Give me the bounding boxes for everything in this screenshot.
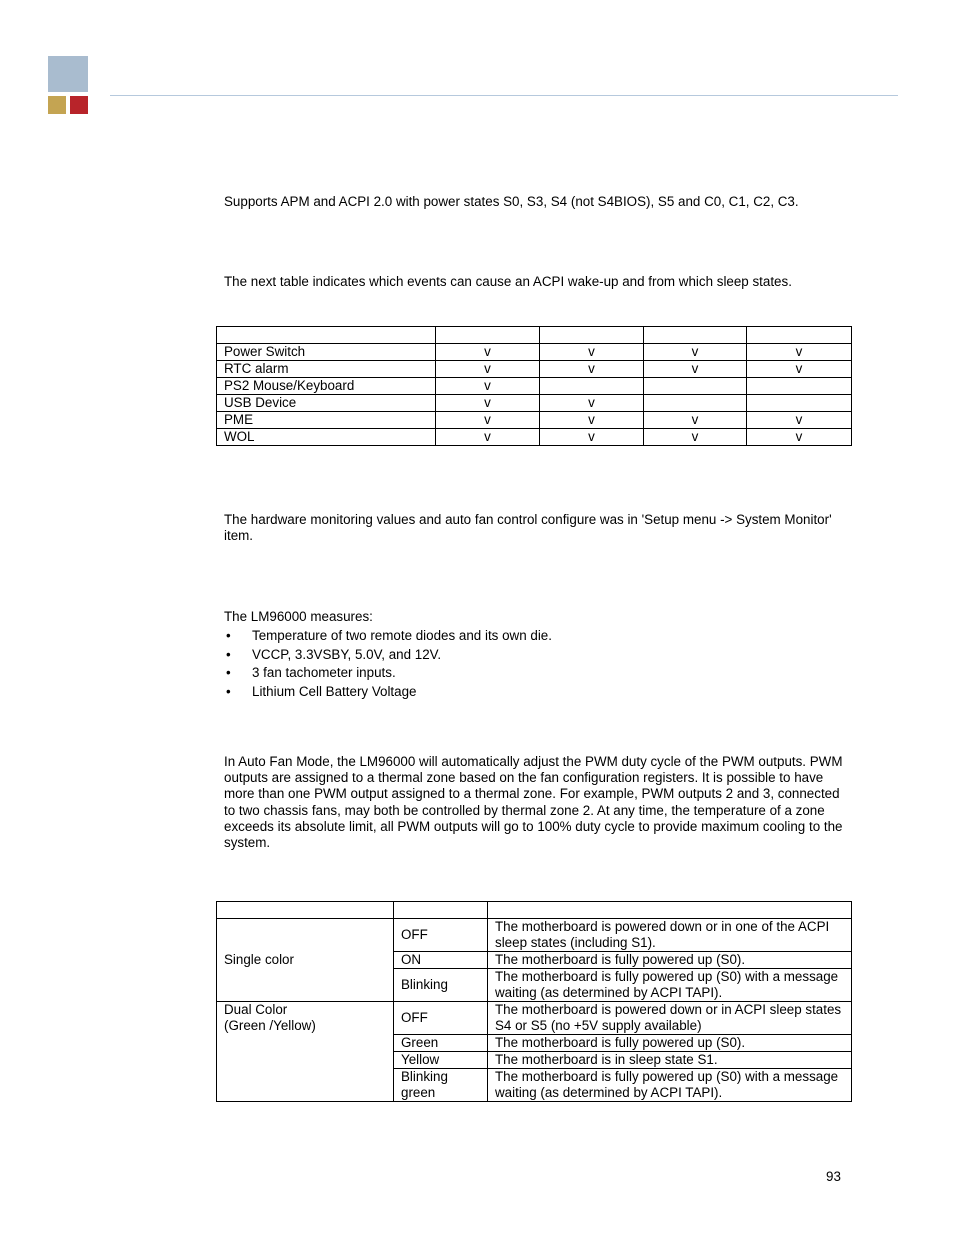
event-cell: Power Switch <box>217 344 436 361</box>
led-states-table <box>216 901 852 1102</box>
led-desc-cell: The motherboard is fully powered up (S0). <box>488 1035 852 1052</box>
state-cell: v <box>747 412 852 429</box>
led-desc-cell: The motherboard is powered down or in ACPI sleep states S4 or S5 (no +5V supply available) <box>488 1002 852 1035</box>
table-row <box>217 429 852 446</box>
hwmon-text: The hardware monitoring values and auto fan control configure was in 'Setup menu -> System Monitor' item. <box>224 512 832 544</box>
header-cell <box>540 327 644 344</box>
state-cell: v <box>540 361 644 378</box>
state-cell: v <box>540 395 644 412</box>
lm96000-intro: The LM96000 measures: <box>224 609 373 624</box>
state-cell <box>747 395 852 412</box>
page-number: 93 <box>826 1169 841 1184</box>
table-row <box>217 361 852 378</box>
led-state-cell: ON <box>394 952 488 969</box>
table-row <box>217 1002 852 1035</box>
table-row <box>217 412 852 429</box>
led-desc-cell: The motherboard is fully powered up (S0) with a message waiting (as determined by ACPI TAPI). <box>488 969 852 1002</box>
state-cell: v <box>436 344 540 361</box>
header-rule <box>110 95 898 96</box>
power-states-text: Supports APM and ACPI 2.0 with power states S0, S3, S4 (not S4BIOS), S5 and C0, C1, C2, C3. <box>224 194 799 209</box>
event-cell: WOL <box>217 429 436 446</box>
wake-intro-text: The next table indicates which events can cause an ACPI wake-up and from which sleep states. <box>224 274 792 289</box>
header-cell <box>488 902 852 919</box>
header-cell <box>747 327 852 344</box>
list-item-text: Lithium Cell Battery Voltage <box>252 684 417 700</box>
state-cell: v <box>747 429 852 446</box>
led-type-cell <box>217 1002 394 1102</box>
led-type-line: (Green /Yellow) <box>224 1018 316 1033</box>
state-cell: v <box>436 395 540 412</box>
header-cell <box>217 327 436 344</box>
header-cell <box>436 327 540 344</box>
header-cell <box>394 902 488 919</box>
led-type-line: Dual Color <box>224 1002 288 1017</box>
table-row <box>217 919 852 952</box>
list-item <box>224 646 552 665</box>
state-cell <box>747 378 852 395</box>
logo-block-blue <box>48 56 88 92</box>
header-cell <box>644 327 747 344</box>
led-state-cell: Green <box>394 1035 488 1052</box>
state-cell: v <box>436 412 540 429</box>
bullet-icon: • <box>226 684 231 700</box>
table-row <box>217 344 852 361</box>
event-cell: PS2 Mouse/Keyboard <box>217 378 436 395</box>
led-state-cell: Yellow <box>394 1052 488 1069</box>
event-cell: PME <box>217 412 436 429</box>
list-item <box>224 627 552 646</box>
state-cell: v <box>644 412 747 429</box>
table-header-row <box>217 327 852 344</box>
state-cell: v <box>644 361 747 378</box>
header-cell <box>217 902 394 919</box>
event-cell: RTC alarm <box>217 361 436 378</box>
led-desc-cell: The motherboard is fully powered up (S0). <box>488 952 852 969</box>
list-item-text: Temperature of two remote diodes and its own die. <box>252 628 552 643</box>
list-item-text: VCCP, 3.3VSBY, 5.0V, and 12V. <box>252 646 442 662</box>
table-row <box>217 395 852 412</box>
list-item <box>224 683 552 702</box>
bullet-icon: • <box>226 646 231 662</box>
state-cell: v <box>540 429 644 446</box>
wake-events-table <box>216 326 852 446</box>
state-cell: v <box>436 361 540 378</box>
list-item <box>224 664 552 683</box>
led-state-cell: Blinking <box>394 969 488 1002</box>
state-cell: v <box>644 344 747 361</box>
state-cell: v <box>436 429 540 446</box>
bullet-icon: • <box>226 628 231 643</box>
led-desc-cell: The motherboard is powered down or in one of the ACPI sleep states (including S1). <box>488 919 852 952</box>
event-cell: USB Device <box>217 395 436 412</box>
led-type-cell: Single color <box>217 919 394 1002</box>
state-cell: v <box>540 412 644 429</box>
state-cell <box>644 378 747 395</box>
auto-fan-text: In Auto Fan Mode, the LM96000 will automatically adjust the PWM duty cycle of the PWM outputs. PWM outputs are assigned to a thermal zone based on the fan configuration registers. It is possible to have more than one PWM output assigned to a thermal zone. For example, PWM outputs 2 and 3, connected to two chassis fans, may both be controlled by thermal zone 2. At any time, the temperature of a zone exceeds its absolute limit, all PWM outputs will go to 100% duty cycle to provide maximum cooling to the system. <box>224 754 843 851</box>
table-row <box>217 378 852 395</box>
bullet-icon: • <box>226 665 231 681</box>
state-cell: v <box>747 344 852 361</box>
logo-block-red <box>70 96 88 114</box>
led-desc-cell: The motherboard is fully powered up (S0) with a message waiting (as determined by ACPI TAPI). <box>488 1069 852 1102</box>
led-state-cell: OFF <box>394 919 488 952</box>
state-cell: v <box>436 378 540 395</box>
list-item-text: 3 fan tachometer inputs. <box>252 665 396 681</box>
state-cell <box>644 395 747 412</box>
table-header-row <box>217 902 852 919</box>
state-cell: v <box>644 429 747 446</box>
led-desc-cell: The motherboard is in sleep state S1. <box>488 1052 852 1069</box>
state-cell: v <box>540 344 644 361</box>
logo-block-gold <box>48 96 66 114</box>
state-cell: v <box>747 361 852 378</box>
lm96000-bullet-list <box>224 627 552 702</box>
state-cell <box>540 378 644 395</box>
led-state-cell: Blinking green <box>394 1069 488 1102</box>
led-state-cell: OFF <box>394 1002 488 1035</box>
